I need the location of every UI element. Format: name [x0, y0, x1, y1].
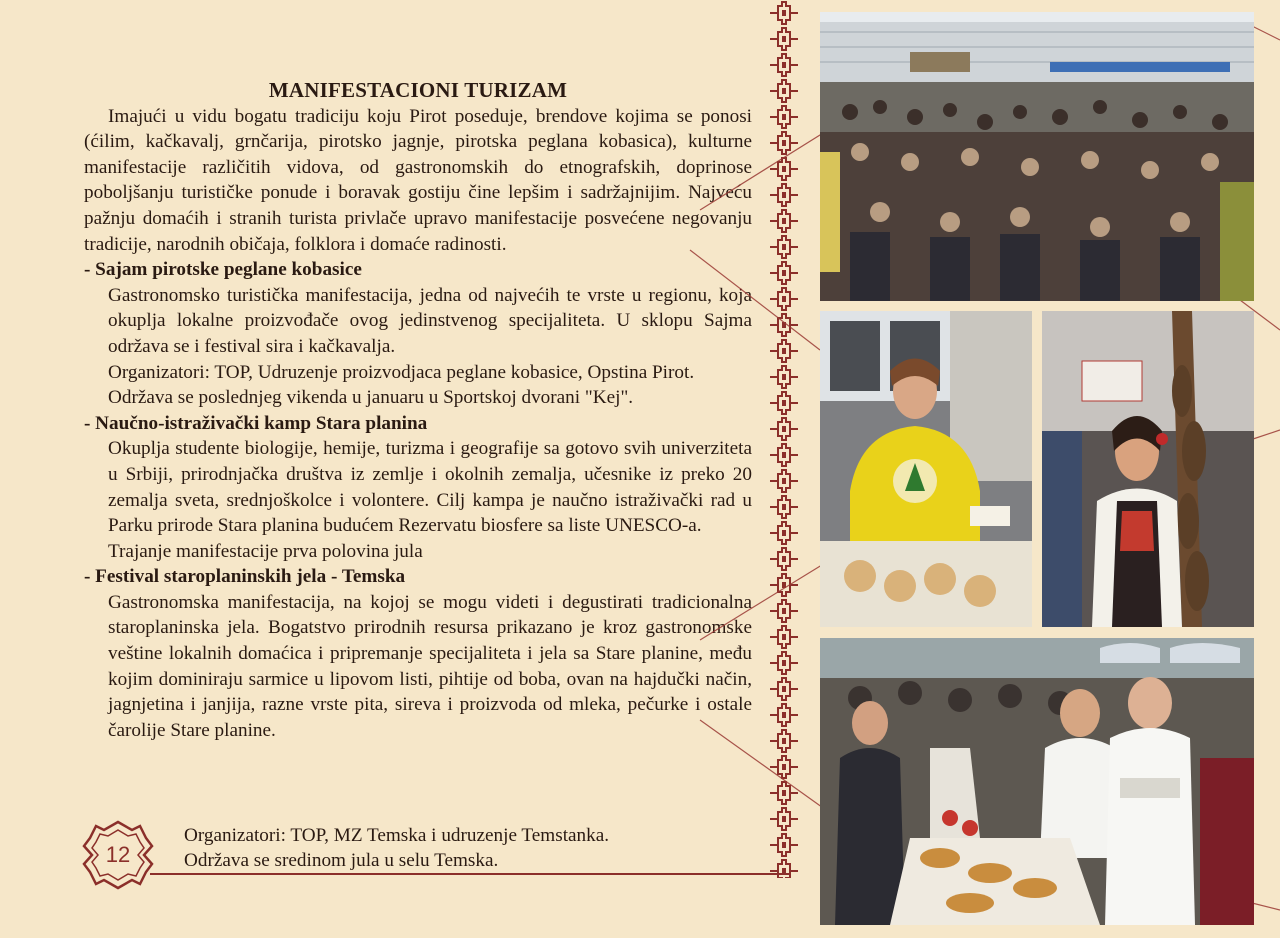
- girl-in-folk-costume-photo: [1042, 311, 1254, 627]
- section-organizers-sajam: Organizatori: TOP, Udruzenje proizvodjaca peglane kobasice, Opstina Pirot.: [108, 361, 695, 383]
- intro-paragraph: Imajući u vidu bogatu tradiciju koju Pirot poseduje, brendove kojima se ponosi (ćilim, kačkavalj, grnčarija, pirotsko jagnje, pirotska peglana kobasica), kulturne manifestacije različitih vidova, od gastronomskih do etnografskih, doprinose poboljšanju turističke ponude i boravak gostiju čine lepšim i sadržajnijim. Najveću pažnju domaćih i stranih turista privlače upravo manifestacije posvećene negovanju tradicije, narodnih običaja, folklora i domaće radinosti.: [84, 105, 752, 255]
- section-heading-sajam: - Sajam pirotske peglane kobasice: [84, 259, 362, 281]
- section-when-sajam: Održava se poslednjeg vikenda u januaru u Sportskoj dvorani "Kej".: [108, 387, 634, 409]
- page-title: MANIFESTACIONI TURIZAM: [268, 78, 568, 102]
- section-heading-temska: - Festival staroplaninskih jela - Temska: [84, 566, 406, 588]
- decorative-border: [766, 0, 802, 878]
- chefs-food-festival-photo: [820, 638, 1254, 925]
- bottom-rule: [150, 873, 790, 875]
- page-number: 12: [105, 842, 131, 867]
- main-text-column: [84, 78, 752, 743]
- section-body-sajam: Gastronomsko turistička manifestacija, jedna od najvećih te vrste u regionu, koja okuplja lokalne proizvođače ovog jedinstvenog specijaliteta. U sklopu Sajma održava se i festival sira i kačkavalja.: [108, 284, 752, 357]
- section-heading-kamp: - Naučno-istraživački kamp Stara planina: [84, 412, 428, 434]
- section-when-temska: Održava se sredinom jula u selu Temska.: [184, 850, 499, 871]
- woman-with-cheese-photo: [820, 311, 1032, 627]
- section-body-kamp: Okuplja studente biologije, hemije, turizma i geografije sa gotovo svih univerziteta u Srbiji, prirodnjačka društva iz zemlje i okolnih zemalja, učesnike iz preko 20 zemalja sveta, srednjoškolce i volontere. Cilj kampa je naučno istraživački rad u Parku prirode Stara planina budućem Rezervatu biosfere sa liste UNESCO-a.: [108, 438, 752, 537]
- section-when-kamp: Trajanje manifestacije prva polovina jula: [108, 540, 423, 562]
- fair-crowd-photo: [820, 12, 1254, 301]
- section-body-temska: Gastronomska manifestacija, na kojoj se mogu videti i degustirati tradicionalna staroplaninska jela. Bogatstvo prirodnih resursa prikazano je kroz gastronomske veštine lokalnih domaćica i pripremanje specijaliteta i jela sa Stare planine, među kojim dominiraju sarmice u lipovom listi, pihtije od boba, ovan na hajdučki način, jagnjetina i janjija, razne vrste pita, sireva i proizvoda od mleka, pečurke i ostale čarolije Stare planine.: [108, 591, 752, 741]
- section-organizers-temska: Organizatori: TOP, MZ Temska i udruzenje Temstanka.: [184, 825, 610, 846]
